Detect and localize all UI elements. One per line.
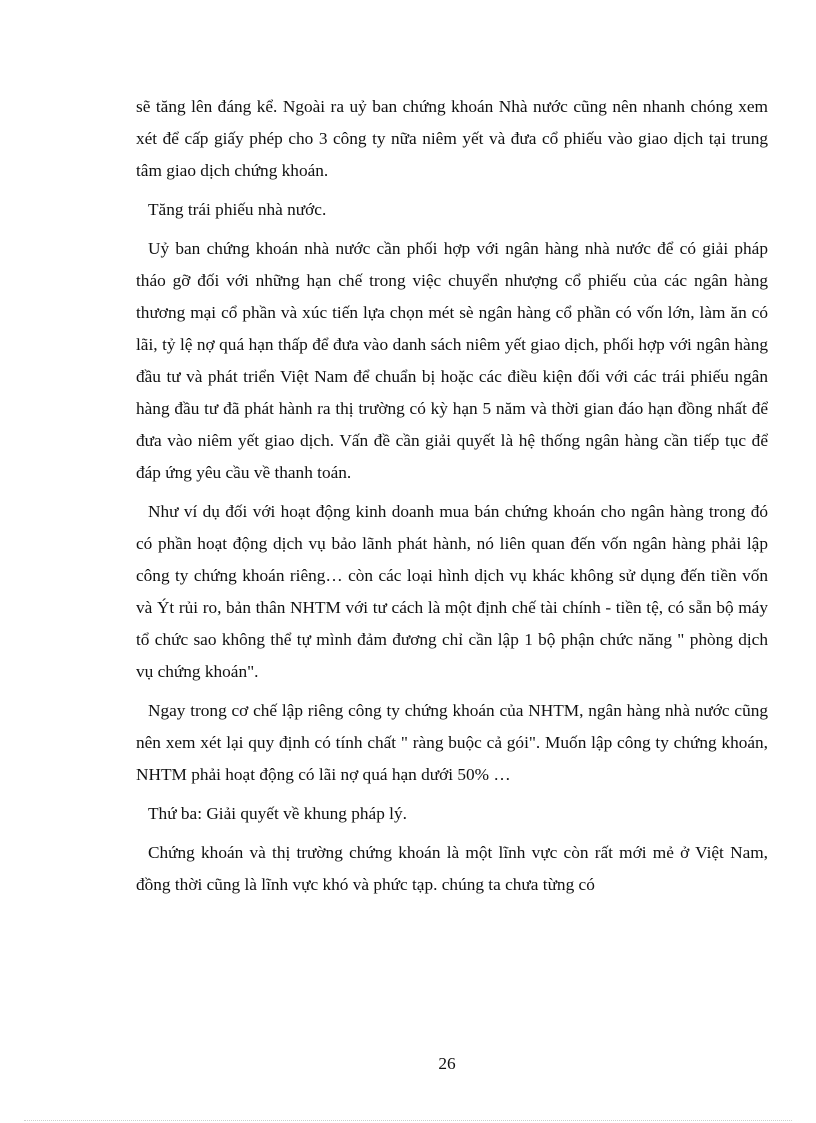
paragraph-6-heading: Thứ ba: Giải quyết về khung pháp lý. bbox=[148, 804, 407, 823]
paragraph-4: Như ví dụ đối với hoạt động kinh doanh mua bán chứng khoán cho ngân hàng trong đó có phần hoạt động dịch vụ bảo lãnh phát hành, nó liên quan đến vốn ngân hàng phải lập công ty chứng khoán riêng… còn các loại hình dịch vụ khác không sử dụng đến tiền vốn và Ýt rủi ro, bản thân NHTM với tư cách là một định chế tài chính - tiền tệ, có sẵn bộ máy tổ chức sao không thể tự mình đảm đương chỉ cần lập 1 bộ phận chức năng " phòng dịch vụ chứng khoán". bbox=[136, 502, 768, 681]
paragraph-3: Uỷ ban chứng khoán nhà nước cần phối hợp với ngân hàng nhà nước để có giải pháp tháo gỡ đối với những hạn chế trong việc chuyển nhượng cổ phiếu của các ngân hàng thương mại cổ phần và xúc tiến lựa chọn mét sè ngân hàng cổ phần có vốn lớn, làm ăn có lãi, tỷ lệ nợ quá hạn thấp để đưa vào danh sách niêm yết giao dịch, phối hợp với ngân hàng đầu tư và phát triển Việt Nam để chuẩn bị hoặc các điều kiện đối với các trái phiếu ngân hàng đầu tư đã phát hành ra thị trường có kỳ hạn 5 năm và thời gian đáo hạn đồng nhất để đưa vào niêm yết giao dịch. Vấn đề cần giải quyết là hệ thống ngân hàng cần tiếp tục để đáp ứng yêu cầu về thanh toán. bbox=[136, 239, 768, 482]
paragraph-7: Chứng khoán và thị trường chứng khoán là một lĩnh vực còn rất mới mẻ ở Việt Nam, đồng thời cũng là lĩnh vực khó và phức tạp. chúng ta chưa từng có bbox=[136, 843, 768, 894]
body-text bbox=[136, 91, 768, 908]
page-number: 26 bbox=[438, 1054, 456, 1073]
page-bottom-divider bbox=[24, 1120, 792, 1121]
paragraph-1: sẽ tăng lên đáng kể. Ngoài ra uỷ ban chứng khoán Nhà nước cũng nên nhanh chóng xem xét để cấp giấy phép cho 3 công ty nữa niêm yết và đưa cổ phiếu vào giao dịch tại trung tâm giao dịch chứng khoán. bbox=[136, 97, 768, 180]
paragraph-5: Ngay trong cơ chế lập riêng công ty chứng khoán của NHTM, ngân hàng nhà nước cũng nên xem xét lại quy định có tính chất " ràng buộc cả gói". Muốn lập công ty chứng khoán, NHTM phải hoạt động có lãi nợ quá hạn dưới 50% … bbox=[136, 701, 768, 784]
paragraph-2-heading: Tăng trái phiếu nhà nước. bbox=[148, 200, 327, 219]
